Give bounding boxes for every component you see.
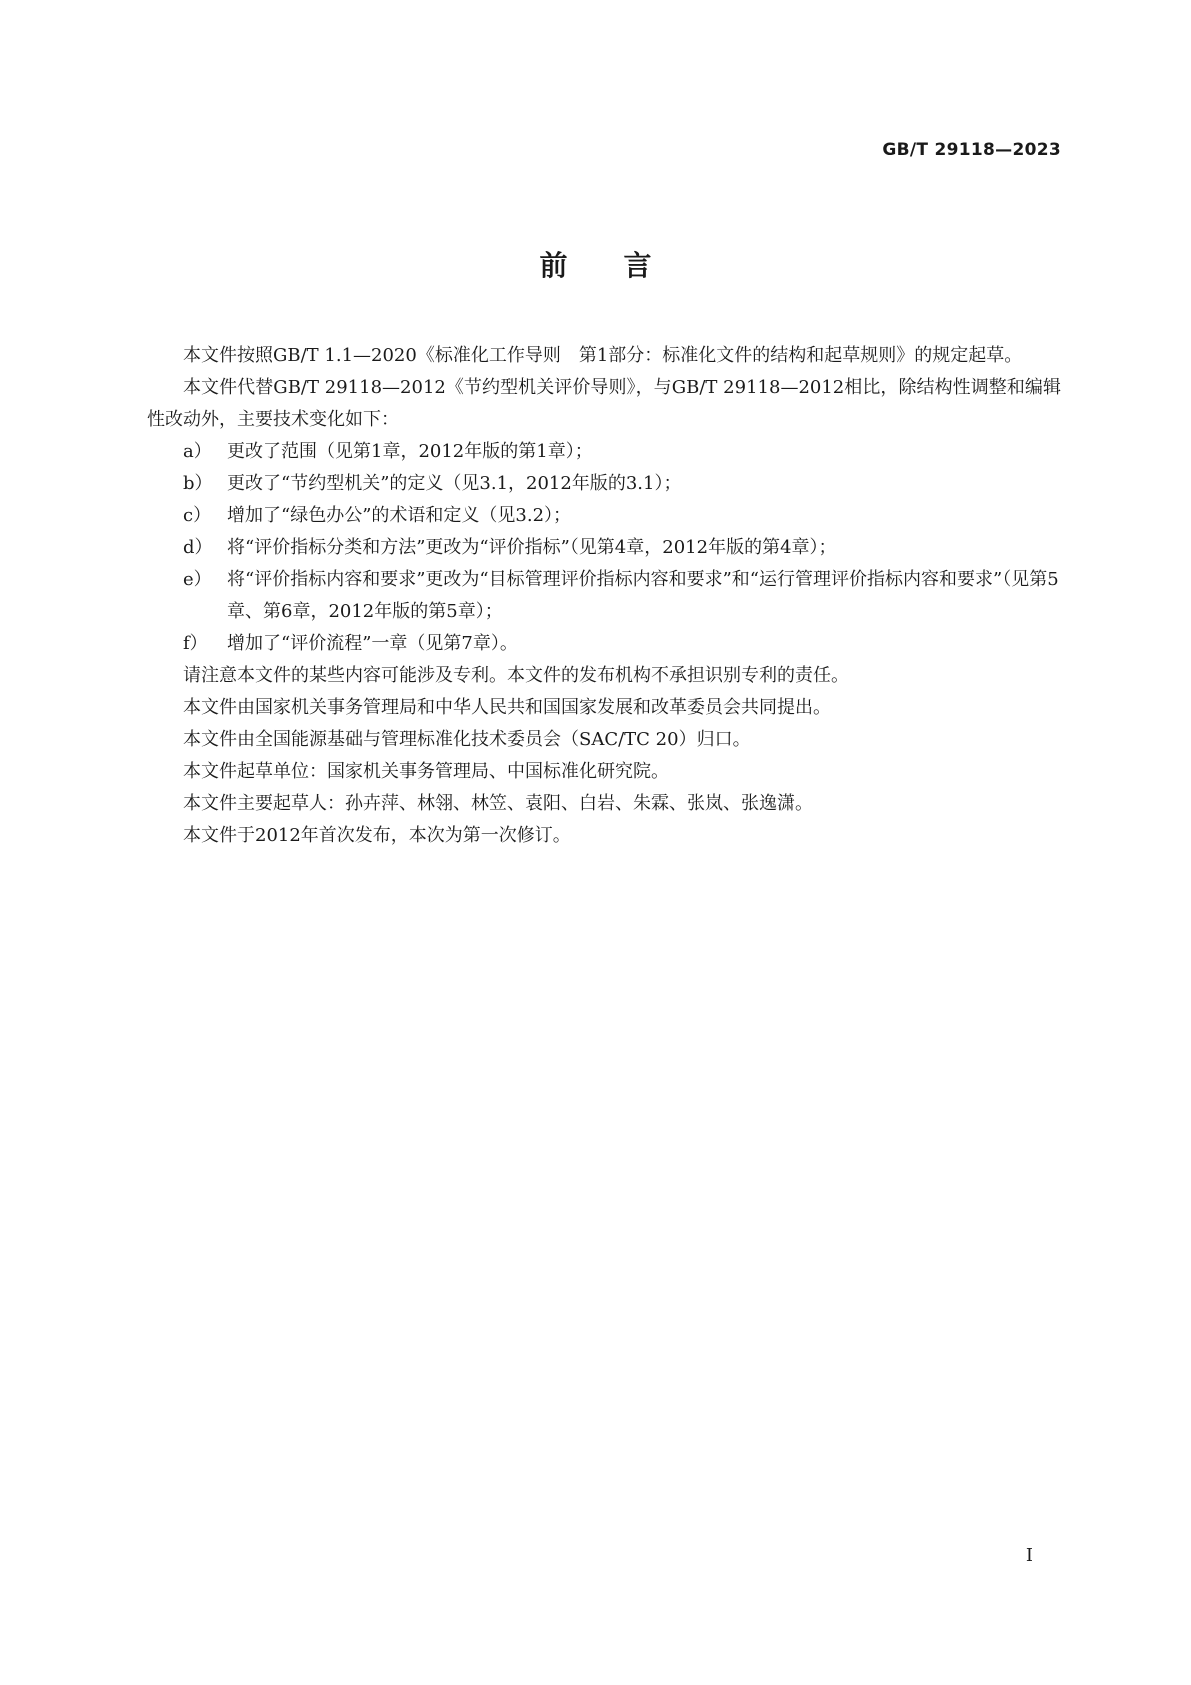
paragraph-proposed-by: 本文件由国家机关事务管理局和中华人民共和国国家发展和改革委员会共同提出。 xyxy=(183,697,831,718)
list-marker: d） xyxy=(183,537,213,558)
list-item-change-e xyxy=(147,564,1061,628)
list-item-change-c xyxy=(147,500,1061,532)
list-item-text: 增加了“绿色办公”的术语和定义（见3.2）； xyxy=(227,505,572,526)
preface-body xyxy=(147,340,1061,852)
list-item-change-a xyxy=(147,436,1061,468)
list-marker: f） xyxy=(183,633,208,654)
list-item-text: 将“评价指标分类和方法”更改为“评价指标”（见第4章，2012年版的第4章）； xyxy=(227,537,837,558)
list-item-text: 更改了“节约型机关”的定义（见3.1，2012年版的3.1）； xyxy=(227,473,682,494)
list-item-change-b xyxy=(147,468,1061,500)
list-item-text: 更改了范围（见第1章，2012年版的第1章）； xyxy=(227,441,593,462)
list-marker: a） xyxy=(183,441,212,462)
paragraph-managed-by: 本文件由全国能源基础与管理标准化技术委员会（SAC/TC 20）归口。 xyxy=(183,729,751,750)
list-item-text: 将“评价指标内容和要求”更改为“目标管理评价指标内容和要求”和“运行管理评价指标内容和要求”（见第5章、第6章，2012年版的第5章）； xyxy=(227,569,1059,622)
paragraph-drafting-units: 本文件起草单位：国家机关事务管理局、中国标准化研究院。 xyxy=(183,761,669,782)
preface-title: 前言 xyxy=(539,249,708,282)
page-number: I xyxy=(1025,1545,1033,1566)
list-item-change-f xyxy=(147,628,1061,660)
list-marker: e） xyxy=(183,569,212,590)
document-code: GB/T 29118—2023 xyxy=(882,140,1061,160)
paragraph-drafters: 本文件主要起草人：孙卉萍、林翎、林笠、袁阳、白岩、朱霖、张岚、张逸潇。 xyxy=(183,793,813,814)
list-marker: c） xyxy=(183,505,212,526)
paragraph-patent-notice: 请注意本文件的某些内容可能涉及专利。本文件的发布机构不承担识别专利的责任。 xyxy=(183,665,849,686)
list-item-text: 增加了“评价流程”一章（见第7章）。 xyxy=(227,633,518,654)
paragraph-drafting-rules: 本文件按照GB/T 1.1—2020《标准化工作导则 第1部分：标准化文件的结构和起草规则》的规定起草。 xyxy=(183,345,1023,366)
paragraph-replacement: 本文件代替GB/T 29118—2012《节约型机关评价导则》，与GB/T 29118—2012相比，除结构性调整和编辑性改动外，主要技术变化如下： xyxy=(147,377,1061,430)
list-marker: b） xyxy=(183,473,213,494)
list-item-change-d xyxy=(147,532,1061,564)
paragraph-history: 本文件于2012年首次发布，本次为第一次修订。 xyxy=(183,825,571,846)
